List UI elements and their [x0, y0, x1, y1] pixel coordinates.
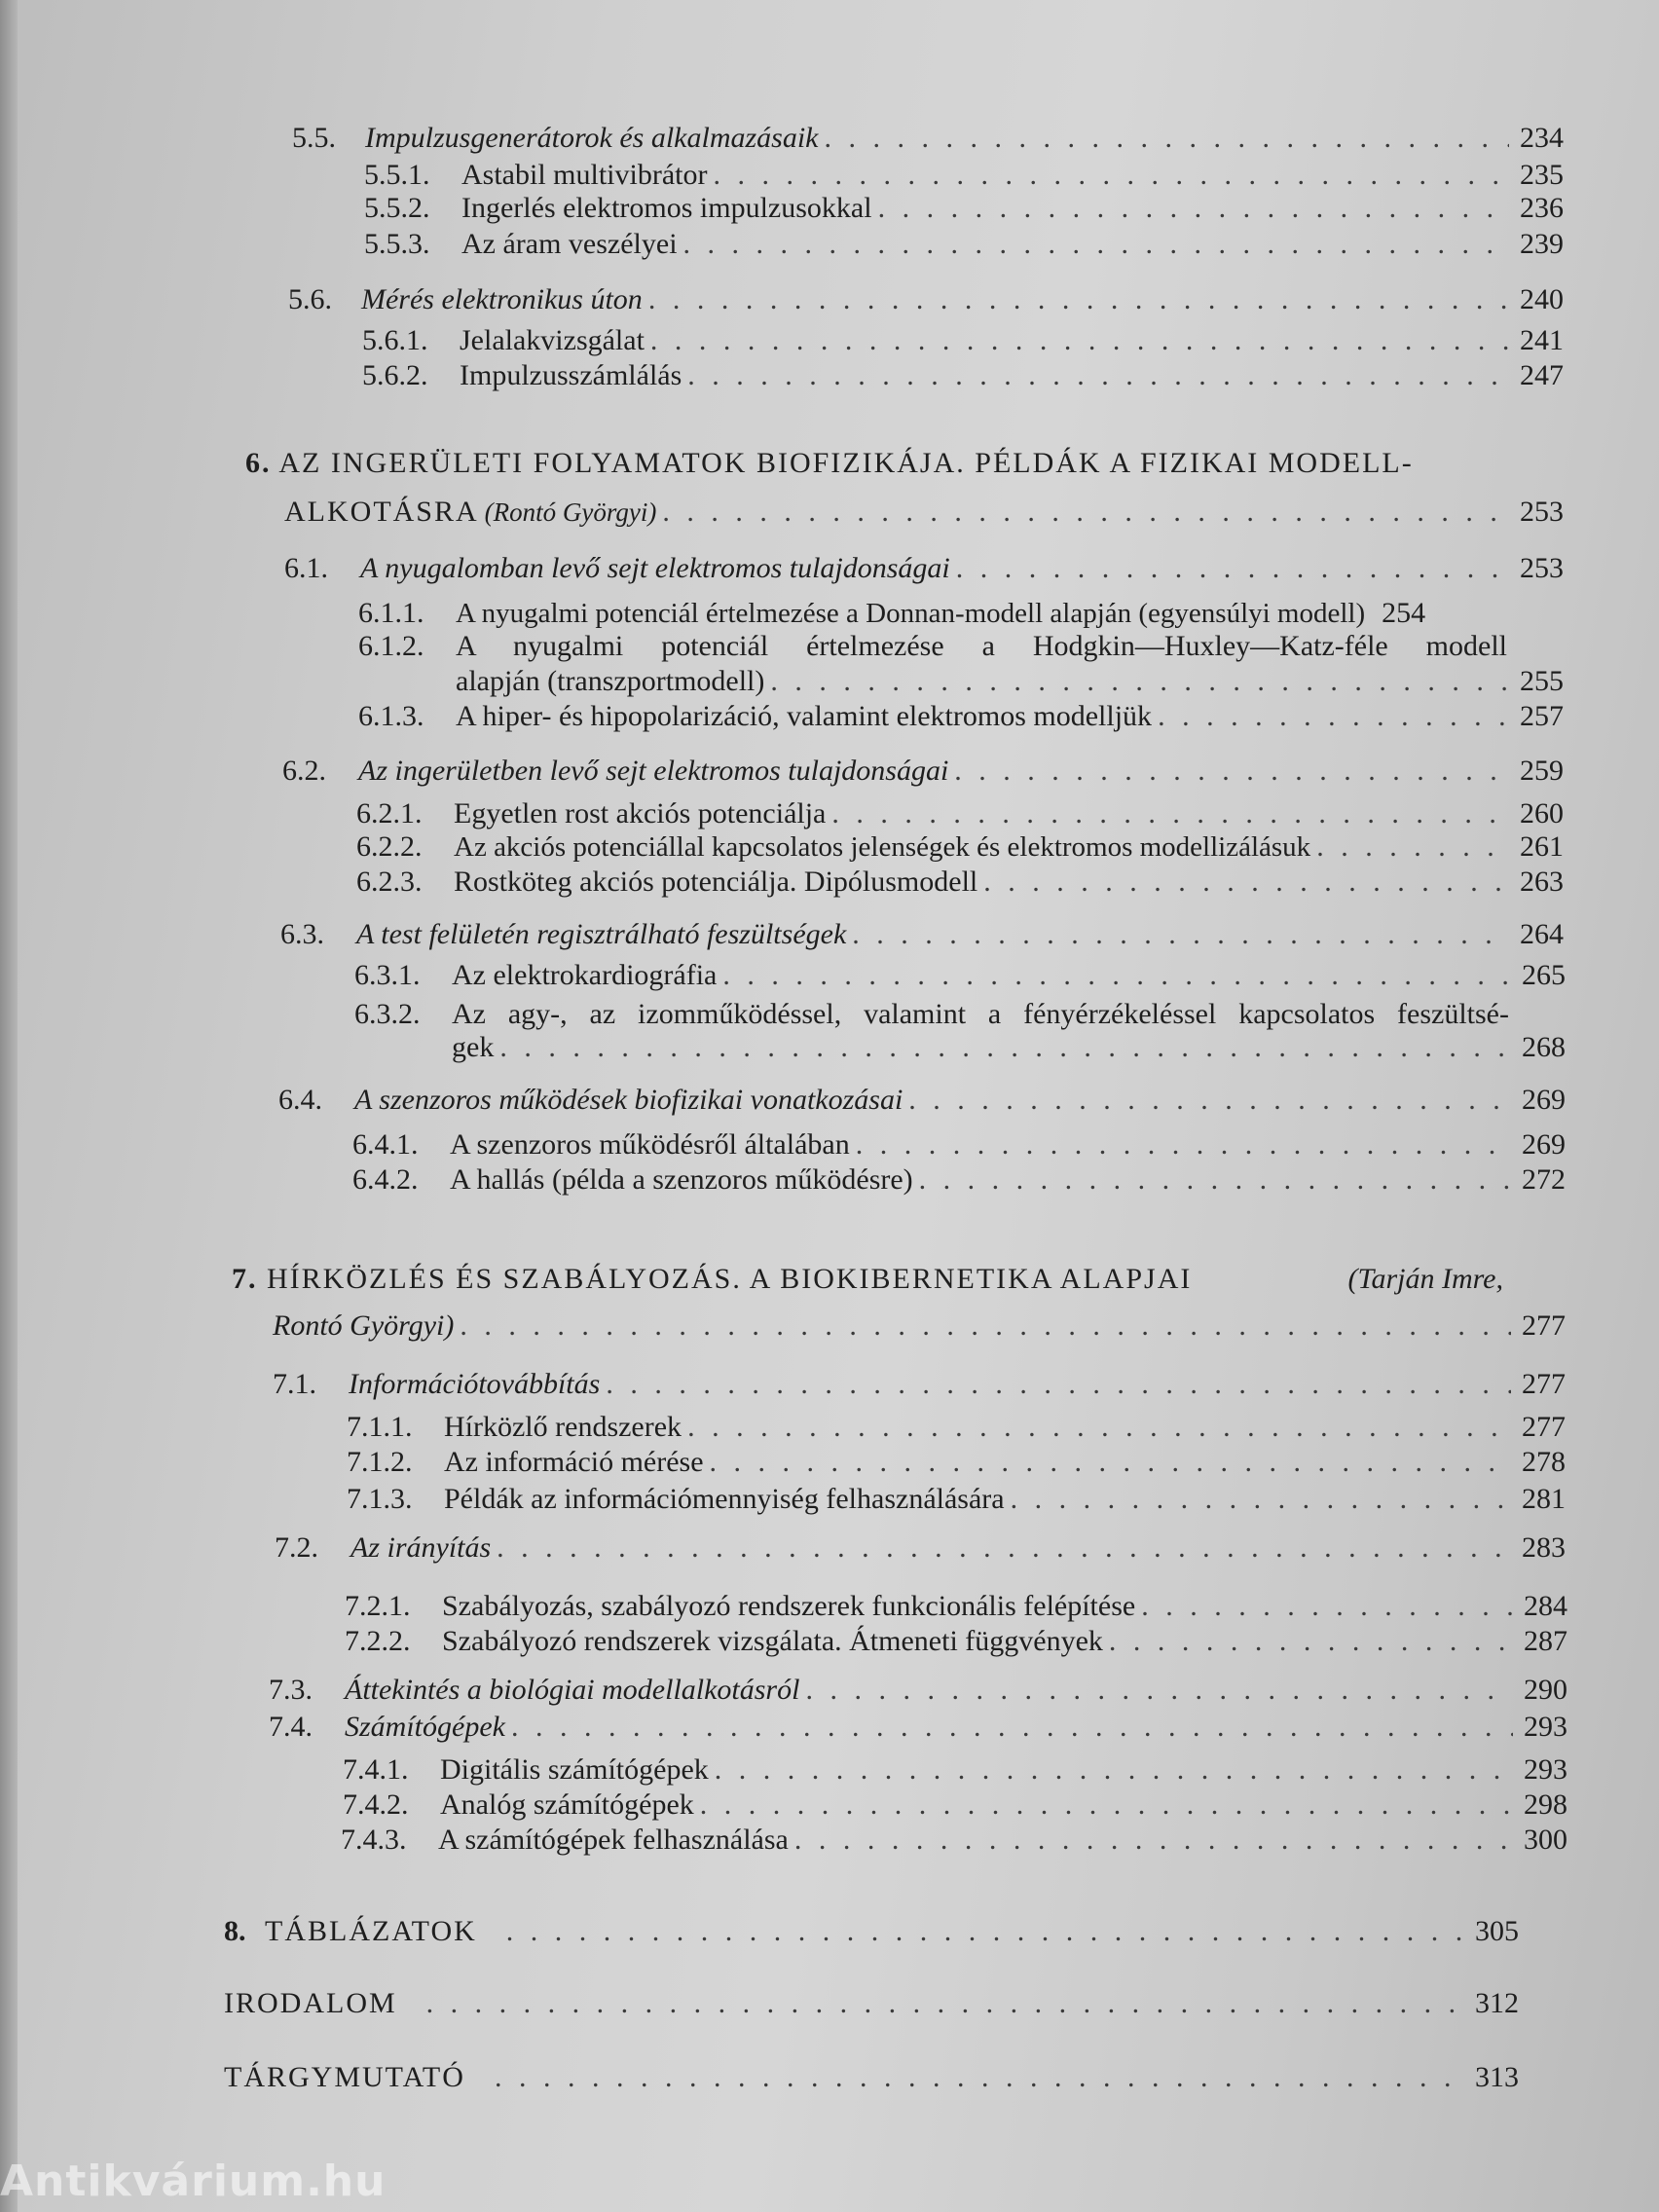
toc-entry-irodalom: [224, 1986, 1519, 2021]
entry-title: Egyetlen rost akciós potenciálja: [454, 797, 827, 830]
entry-number: 6.2.: [282, 755, 326, 787]
entry-number: 6.1.1.: [358, 597, 424, 629]
toc-entry-7-1-1: [347, 1410, 1566, 1445]
dot-leader: [878, 191, 1509, 226]
dot-leader: [831, 796, 1509, 831]
entry-number: 7.1.2.: [347, 1446, 413, 1478]
chapter-title-line1: [232, 1262, 1192, 1297]
entry-title: TÁBLÁZATOK: [265, 1915, 477, 1947]
entry-title: Áttekintés a biológiai modellalkotásról: [345, 1674, 800, 1706]
entry-title: A szenzoros működésről általában: [450, 1128, 850, 1161]
entry-page: 247: [1520, 359, 1564, 391]
chapter-7-title-line2: [273, 1309, 1566, 1344]
entry-page: 278: [1522, 1446, 1566, 1478]
entry-page: 284: [1524, 1590, 1567, 1622]
dot-leader: [495, 2060, 1464, 2095]
entry-page: 305: [1475, 1915, 1519, 1947]
dot-leader: [1158, 699, 1509, 734]
toc-entry-6-4-1: [352, 1127, 1566, 1162]
entry-page: 290: [1524, 1674, 1567, 1706]
entry-page: 298: [1524, 1788, 1567, 1821]
chapter-6-title-line2: [284, 495, 1564, 530]
dot-leader: [662, 495, 1509, 530]
entry-page: 254: [1382, 597, 1426, 629]
entry-page: 268: [1522, 1031, 1566, 1063]
toc-entry-6-1: [284, 551, 1564, 586]
chapter-7-title-line1: [232, 1262, 1503, 1297]
toc-entry-7-4-2: [343, 1788, 1567, 1823]
entry-title: Számítógépek: [345, 1711, 505, 1743]
chapter-author: (Rontó Györgyi): [484, 498, 657, 527]
entry-page: 281: [1522, 1483, 1566, 1515]
toc-entry-7-1: [273, 1367, 1566, 1402]
dot-leader: [856, 1127, 1511, 1162]
chapter-author-line2: Rontó Györgyi): [273, 1309, 455, 1342]
entry-number: 6.1.3.: [358, 700, 424, 732]
dot-leader: [650, 323, 1509, 358]
toc-entry-6-1-1: [358, 596, 1566, 631]
entry-page: 277: [1522, 1411, 1566, 1443]
entry-number: 5.5.2.: [364, 192, 430, 224]
entry-number: 6.4.: [278, 1084, 322, 1116]
dot-leader: [794, 1823, 1513, 1858]
entry-title: Információtovábbítás: [349, 1368, 601, 1400]
entry-page: 261: [1520, 830, 1564, 863]
entry-title: Szabályozó rendszerek vizsgálata. Átmeneti függvények: [442, 1625, 1103, 1657]
chapter-title-text: HÍRKÖZLÉS ÉS SZABÁLYOZÁS. A BIOKIBERNETIKA ALAPJAI: [267, 1263, 1193, 1295]
toc-entry-7-2-2: [345, 1624, 1567, 1659]
toc-entry-6-3-2-line2: [452, 1030, 1566, 1065]
toc-entry-7-4: [269, 1710, 1567, 1745]
toc-entry-7-2: [275, 1530, 1566, 1566]
entry-title: IRODALOM: [224, 1987, 397, 2019]
chapter-title-line2: ALKOTÁSRA: [284, 496, 479, 528]
dot-leader: [919, 1162, 1511, 1198]
toc-entry-7-3: [269, 1673, 1567, 1708]
entry-title: Hírközlő rendszerek: [444, 1411, 682, 1443]
entry-title: Astabil multivibrátor: [461, 159, 708, 191]
dot-leader: [1109, 1624, 1513, 1659]
entry-number: 7.2.2.: [345, 1625, 411, 1657]
entry-page: 241: [1520, 324, 1564, 356]
entry-title: Az irányítás: [350, 1531, 492, 1564]
toc-entry-7-2-1: [345, 1589, 1567, 1624]
entry-number: 5.6.: [288, 283, 332, 315]
entry-number: 7.1.: [273, 1368, 316, 1400]
toc-entry-6-1-2-line1: [358, 629, 1507, 664]
toc-entry-6-2: [282, 754, 1564, 789]
entry-page: 265: [1522, 959, 1566, 991]
toc-entry-6-3: [280, 917, 1564, 952]
dot-leader: [805, 1673, 1513, 1708]
entry-page: 293: [1524, 1711, 1567, 1743]
entry-page: 260: [1520, 797, 1564, 830]
entry-number: 5.5.: [292, 122, 336, 154]
entry-page: 312: [1475, 1987, 1519, 2019]
entry-title: A nyugalmi potenciál értelmezése a Donnan-modell alapján (egyensúlyi modell): [456, 598, 1366, 629]
toc-entry-6-3-2-line1: [354, 997, 1509, 1032]
dot-leader: [956, 551, 1509, 586]
toc-entry-5-6-1: [362, 323, 1564, 358]
entry-title: Analóg számítógépek: [440, 1788, 694, 1821]
entry-page: 259: [1520, 755, 1564, 787]
entry-title: A számítógépek felhasználása: [438, 1824, 789, 1856]
dot-leader: [506, 1914, 1464, 1949]
entry-page: 272: [1522, 1163, 1566, 1196]
dot-leader: [722, 958, 1511, 993]
toc-entry-6-3-1: [354, 958, 1566, 993]
dot-leader: [1316, 830, 1509, 865]
entry-page: 234: [1520, 122, 1564, 154]
toc-entry-5-6: [288, 282, 1564, 317]
entry-page: 293: [1524, 1753, 1567, 1786]
dot-leader: [606, 1367, 1511, 1402]
toc-entry-7-1-3: [347, 1482, 1566, 1517]
entry-title: A hallás (példa a szenzoros működésre): [450, 1163, 913, 1196]
toc-entry-chapter-8: [224, 1914, 1519, 1949]
chapter-number: 7.: [232, 1263, 258, 1295]
dot-leader: [713, 158, 1509, 193]
entry-number: 6.3.2.: [354, 998, 421, 1030]
dot-leader: [983, 865, 1509, 900]
entry-number: 6.2.3.: [356, 866, 423, 898]
toc-entry-6-1-3: [358, 699, 1564, 734]
dot-leader: [852, 917, 1509, 952]
entry-page: 300: [1524, 1824, 1567, 1856]
entry-number: 6.4.2.: [352, 1163, 419, 1196]
entry-page: 269: [1522, 1128, 1566, 1161]
entry-page: 313: [1475, 2061, 1519, 2093]
entry-number: 6.2.1.: [356, 797, 423, 830]
toc-entry-6-2-3: [356, 865, 1564, 900]
entry-title: Példák az információmennyiség felhasználására: [444, 1483, 1005, 1515]
dot-leader: [511, 1710, 1513, 1745]
entry-number: 7.2.1.: [345, 1590, 411, 1622]
chapter-author-line1: (Tarján Imre,: [1347, 1263, 1503, 1295]
entry-title: Digitális számítógépek: [440, 1753, 709, 1786]
toc-entry-targymutato: [224, 2060, 1519, 2095]
toc-entry-5-6-2: [362, 358, 1564, 393]
dot-leader: [648, 282, 1509, 317]
watermark: Antikvárium.hu: [0, 2157, 387, 2206]
entry-number: 6.3.1.: [354, 959, 421, 991]
entry-page: 239: [1520, 228, 1564, 260]
entry-title: Az elektrokardiográfia: [452, 959, 718, 991]
entry-number: 5.6.1.: [362, 324, 428, 356]
toc-entry-6-4: [278, 1083, 1566, 1118]
entry-number: 7.4.: [269, 1711, 313, 1743]
dot-leader: [825, 121, 1510, 156]
dot-leader: [770, 664, 1509, 699]
toc-entry-7-4-1: [343, 1752, 1567, 1788]
entry-title: Impulzusgenerátorok és alkalmazásaik: [365, 122, 819, 154]
entry-number: 7.4.1.: [343, 1753, 409, 1786]
dot-leader: [687, 358, 1509, 393]
entry-number: 7.3.: [269, 1674, 313, 1706]
entry-title-line1: A nyugalmi potenciál értelmezése a Hodgkin—Huxley—Katz-féle modell: [456, 630, 1507, 662]
entry-page: 235: [1520, 159, 1564, 191]
toc-entry-6-2-1: [356, 796, 1564, 831]
toc-entry-7-4-3: [341, 1823, 1567, 1858]
entry-number: 5.6.2.: [362, 359, 428, 391]
entry-title: Mérés elektronikus úton: [361, 283, 643, 315]
entry-title: Az akciós potenciállal kapcsolatos jelenségek és elektromos modellizálásuk: [454, 831, 1311, 863]
entry-title: Szabályozás, szabályozó rendszerek funkcionális felépítése: [442, 1590, 1136, 1622]
entry-page: 257: [1520, 700, 1564, 732]
toc-entry-6-1-2-line2: [456, 664, 1564, 699]
toc-entry-6-2-2: [356, 830, 1564, 865]
entry-number: 6.1.2.: [358, 630, 424, 662]
entry-page: 236: [1520, 192, 1564, 224]
dot-leader: [497, 1530, 1511, 1566]
toc-entry-7-1-2: [347, 1445, 1566, 1480]
entry-title: A szenzoros működések biofizikai vonatkozásai: [354, 1084, 903, 1116]
entry-number: 6.3.: [280, 918, 324, 950]
dot-leader: [460, 1309, 1511, 1344]
entry-title: A hiper- és hipopolarizáció, valamint elektromos modelljük: [456, 700, 1153, 732]
entry-title: Az ingerületben levő sejt elektromos tulajdonságai: [358, 755, 949, 787]
entry-title: Az információ mérése: [444, 1446, 704, 1478]
entry-number: 6.2.2.: [356, 830, 423, 863]
dot-leader: [426, 1986, 1464, 2021]
entry-title: A test felületén regisztrálható feszültségek: [356, 918, 847, 950]
entry-title: Impulzusszámlálás: [460, 359, 682, 391]
toc-entry-6-4-2: [352, 1162, 1566, 1198]
entry-page: 263: [1520, 866, 1564, 898]
entry-title-line1: Az agy-, az izomműködéssel, valamint a fényérzékeléssel kapcsolatos feszültsé-: [452, 998, 1509, 1030]
toc-entry-5-5-3: [364, 227, 1564, 262]
dot-leader: [1141, 1589, 1513, 1624]
entry-page: 287: [1524, 1625, 1567, 1657]
toc-entry-5-5-2: [364, 191, 1564, 226]
entry-number: 7.4.2.: [343, 1788, 409, 1821]
chapter-title-line1: AZ INGERÜLETI FOLYAMATOK BIOFIZIKÁJA. PÉLDÁK A FIZIKAI MODELL-: [278, 447, 1414, 479]
page-edge: [0, 0, 18, 2212]
entry-number: 7.2.: [275, 1531, 318, 1564]
dot-leader: [683, 227, 1509, 262]
toc-entry-5-5-1: [364, 158, 1564, 193]
entry-number: 6.1.: [284, 552, 328, 584]
entry-number: 6.4.1.: [352, 1128, 419, 1161]
dot-leader: [1011, 1482, 1511, 1517]
entry-page: 277: [1522, 1368, 1566, 1400]
entry-page: 283: [1522, 1531, 1566, 1564]
entry-page: 264: [1520, 918, 1564, 950]
chapter-number: 6.: [245, 447, 272, 479]
entry-page: 253: [1520, 496, 1564, 528]
entry-title: Ingerlés elektromos impulzusokkal: [461, 192, 872, 224]
entry-page: 269: [1522, 1084, 1566, 1116]
entry-title: Az áram veszélyei: [461, 228, 678, 260]
dot-leader: [687, 1410, 1511, 1445]
entry-number: 7.4.3.: [341, 1824, 407, 1856]
entry-page: 255: [1520, 665, 1564, 697]
toc-entry-5-5: [292, 121, 1564, 156]
dot-leader: [499, 1030, 1511, 1065]
dot-leader: [954, 754, 1509, 789]
entry-page: 240: [1520, 283, 1564, 315]
entry-page: 253: [1520, 552, 1564, 584]
entry-title-line2: alapján (transzportmodell): [456, 665, 765, 697]
entry-number: 7.1.1.: [347, 1411, 413, 1443]
dot-leader: [908, 1083, 1511, 1118]
entry-title: Jelalakvizsgálat: [460, 324, 645, 356]
entry-number: 5.5.3.: [364, 228, 430, 260]
dot-leader: [715, 1752, 1513, 1788]
entry-title-line2: gek: [452, 1031, 495, 1063]
entry-title: TÁRGYMUTATÓ: [224, 2061, 465, 2093]
entry-title: Rostköteg akciós potenciálja. Dipólusmodell: [454, 866, 978, 898]
entry-page: 277: [1522, 1309, 1566, 1342]
entry-number: 5.5.1.: [364, 159, 430, 191]
entry-number: 8.: [224, 1915, 246, 1947]
dot-leader: [710, 1445, 1511, 1480]
entry-number: 7.1.3.: [347, 1483, 413, 1515]
entry-title: A nyugalomban levő sejt elektromos tulajdonságai: [360, 552, 950, 584]
chapter-6-title-line1: [245, 446, 1414, 481]
dot-leader: [700, 1788, 1513, 1823]
